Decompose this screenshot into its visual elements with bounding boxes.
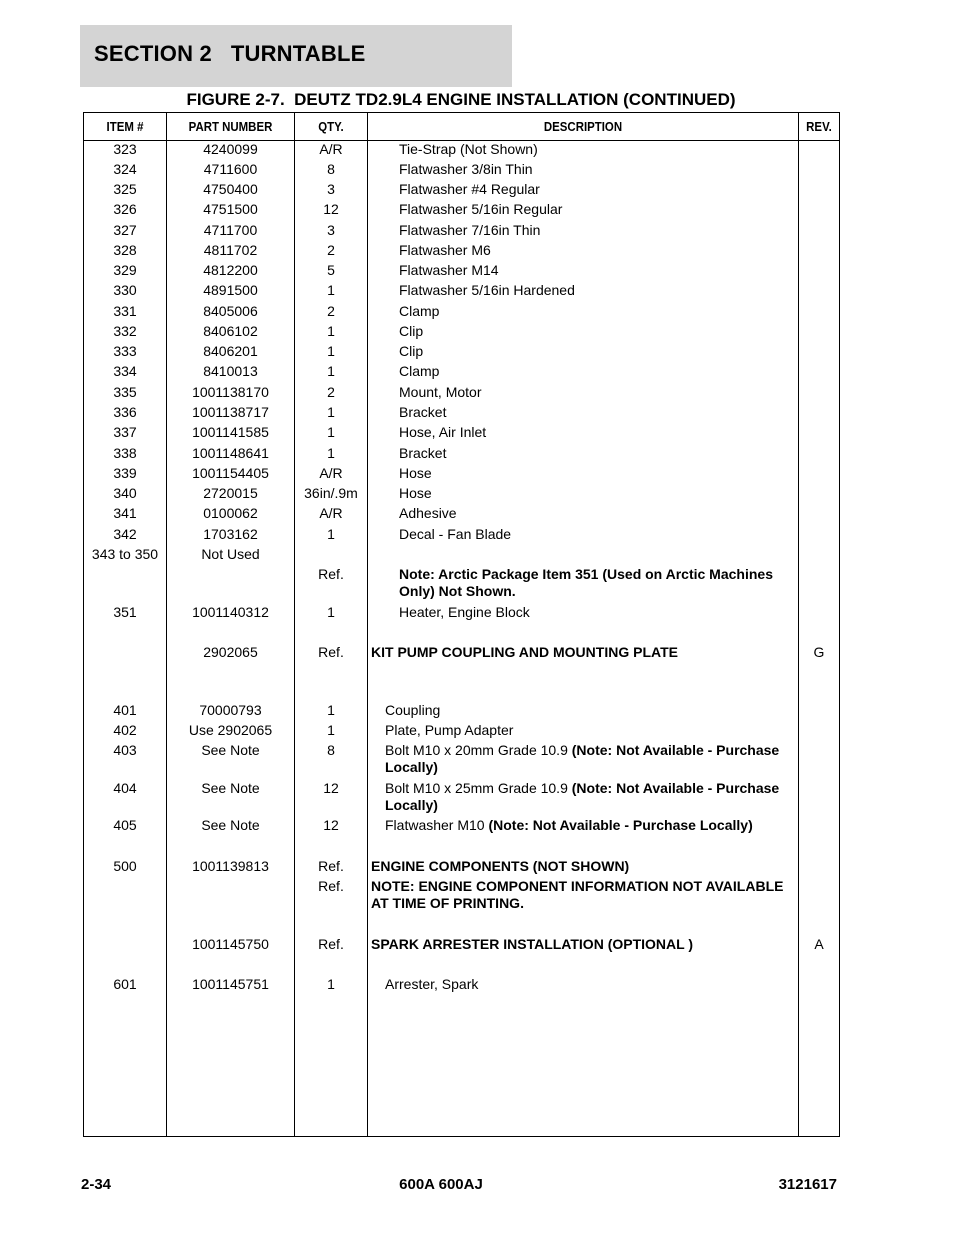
description-text: Bolt M10 x 20mm Grade 10.9 (385, 742, 572, 758)
part-number-cell: 4811702 (203, 242, 258, 258)
part-number-cell: 1001138170 (192, 384, 269, 400)
part-number-cell: 70000793 (199, 702, 262, 718)
description-cell (399, 343, 799, 360)
description-text: Decal - Fan Blade (399, 526, 512, 542)
qty-cell: Ref. (318, 566, 344, 582)
qty-cell: 2 (327, 242, 335, 258)
column-divider (367, 113, 368, 1136)
item-cell: 324 (113, 161, 137, 177)
header-description: DESCRIPTION (543, 119, 623, 134)
part-number-cell: 1001148641 (192, 445, 269, 461)
part-number-cell: 4812200 (203, 262, 258, 278)
parts-table (83, 112, 840, 1137)
part-number-cell: 2720015 (203, 485, 258, 501)
description-cell (399, 181, 799, 198)
part-number-cell: 1001140312 (192, 604, 269, 620)
item-cell: 326 (113, 201, 137, 217)
description-note: NOTE: ENGINE COMPONENT INFORMATION NOT AVAILABLE AT TIME OF PRINTING. (371, 878, 784, 911)
qty-cell: 12 (323, 201, 339, 217)
description-cell (399, 363, 799, 380)
description-cell (385, 817, 790, 834)
item-cell: 405 (113, 817, 137, 833)
description-text: Clip (399, 343, 424, 359)
qty-cell: 1 (327, 445, 335, 461)
part-number-cell: 4750400 (203, 181, 258, 197)
qty-cell: Ref. (318, 858, 344, 874)
description-note: (Note: Not Available - Purchase Locally) (488, 817, 753, 833)
part-number-cell: 4711600 (203, 161, 258, 177)
part-number-cell: 1001139813 (192, 858, 269, 874)
description-cell (399, 445, 799, 462)
description-note: SPARK ARRESTER INSTALLATION (OPTIONAL ) (371, 936, 693, 952)
part-number-cell: 4891500 (203, 282, 258, 298)
description-cell (399, 303, 799, 320)
description-cell (371, 878, 799, 912)
description-text: Clip (399, 323, 424, 339)
qty-cell: 12 (323, 817, 339, 833)
description-cell (371, 858, 799, 875)
header-item: ITEM # (106, 119, 144, 134)
description-text: Hose (399, 485, 432, 501)
description-cell (385, 742, 790, 776)
qty-cell: 3 (327, 181, 335, 197)
description-text: Plate, Pump Adapter (385, 722, 514, 738)
description-text: Bracket (399, 404, 447, 420)
item-cell: 336 (113, 404, 137, 420)
description-note: ENGINE COMPONENTS (NOT SHOWN) (371, 858, 630, 874)
description-cell (399, 566, 799, 600)
qty-cell: 12 (323, 780, 339, 796)
item-cell: 340 (113, 485, 137, 501)
item-cell: 341 (113, 505, 137, 521)
document-number: 3121617 (778, 1176, 837, 1193)
description-text: Flatwasher #4 Regular (399, 181, 540, 197)
item-cell: 333 (113, 343, 137, 359)
item-cell: 342 (113, 526, 137, 542)
item-cell: 334 (113, 363, 137, 379)
qty-cell: 8 (327, 161, 335, 177)
qty-cell: 1 (327, 702, 335, 718)
description-cell (399, 242, 799, 259)
description-cell (399, 282, 799, 299)
description-text: Flatwasher 5/16in Hardened (399, 282, 575, 298)
item-cell: 343 to 350 (91, 546, 159, 562)
description-cell (399, 323, 799, 340)
part-number-cell: 8406102 (203, 323, 258, 339)
description-cell (399, 424, 799, 441)
description-text: Flatwasher M14 (399, 262, 499, 278)
qty-cell: 36in/.9m (304, 485, 358, 501)
part-number-cell: 1001154405 (192, 465, 269, 481)
qty-cell: Ref. (318, 936, 344, 952)
item-cell: 500 (113, 858, 137, 874)
part-number-cell: 1001138717 (192, 404, 269, 420)
item-cell: 337 (113, 424, 137, 440)
header-part-number: PART NUMBER (188, 119, 273, 134)
page-number: 2-34 (81, 1176, 112, 1193)
item-cell: 323 (113, 141, 137, 157)
description-text: Heater, Engine Block (399, 604, 530, 620)
description-cell (399, 141, 799, 158)
description-text: Hose (399, 465, 432, 481)
header-rev: REV. (806, 119, 832, 134)
description-cell (399, 201, 799, 218)
description-text: Bolt M10 x 25mm Grade 10.9 (385, 780, 572, 796)
description-text: Tie-Strap (Not Shown) (399, 141, 538, 157)
item-cell: 329 (113, 262, 137, 278)
part-number-cell: 2902065 (203, 644, 258, 660)
qty-cell: Ref. (318, 644, 344, 660)
item-cell: 403 (113, 742, 137, 758)
part-number-cell: 4751500 (203, 201, 258, 217)
qty-cell: 1 (327, 282, 335, 298)
description-text: Flatwasher 5/16in Regular (399, 201, 563, 217)
item-cell: 335 (113, 384, 137, 400)
description-cell (399, 222, 799, 239)
item-cell: 601 (113, 976, 137, 992)
description-text: Flatwasher M6 (399, 242, 491, 258)
part-number-cell: 8405006 (203, 303, 258, 319)
description-text: Mount, Motor (399, 384, 482, 400)
description-note: (Note: Not Available - Purchase Locally) (385, 780, 780, 813)
description-cell (399, 465, 799, 482)
qty-cell: A/R (319, 141, 343, 157)
rev-cell: G (813, 644, 825, 660)
part-number-cell: 1001145751 (192, 976, 269, 992)
item-cell: 330 (113, 282, 137, 298)
description-note: KIT PUMP COUPLING AND MOUNTING PLATE (371, 644, 678, 660)
description-text: Coupling (385, 702, 441, 718)
description-note: Note: Arctic Package Item 351 (Used on Arctic Machines Only) Not Shown. (399, 566, 773, 599)
part-number-cell: See Note (201, 780, 260, 796)
part-number-cell: 1703162 (203, 526, 258, 542)
figure-title: FIGURE 2-7. DEUTZ TD2.9L4 ENGINE INSTALLATION (CONTINUED) (186, 90, 736, 109)
qty-cell: 1 (327, 976, 335, 992)
qty-cell: 1 (327, 404, 335, 420)
item-cell: 402 (113, 722, 137, 738)
description-cell (385, 780, 790, 814)
part-number-cell: Not Used (201, 546, 260, 562)
description-cell (399, 161, 799, 178)
description-text: Flatwasher 7/16in Thin (399, 222, 541, 238)
part-number-cell: See Note (201, 742, 260, 758)
description-cell (371, 644, 799, 661)
description-text: Bracket (399, 445, 447, 461)
qty-cell: A/R (319, 465, 343, 481)
description-cell (399, 404, 799, 421)
qty-cell: 2 (327, 303, 335, 319)
description-cell (399, 262, 799, 279)
qty-cell: 1 (327, 526, 335, 542)
description-cell (399, 505, 799, 522)
item-cell: 328 (113, 242, 137, 258)
part-number-cell: 4240099 (203, 141, 258, 157)
part-number-cell: See Note (201, 817, 260, 833)
qty-cell: 1 (327, 343, 335, 359)
model-name: 600A 600AJ (399, 1176, 483, 1193)
item-cell: 338 (113, 445, 137, 461)
description-text: Adhesive (399, 505, 457, 521)
section-header (80, 25, 512, 87)
description-text: Clamp (399, 303, 440, 319)
description-cell (385, 722, 790, 739)
description-text: Flatwasher M10 (385, 817, 489, 833)
header-qty: QTY. (318, 119, 344, 134)
item-cell: 339 (113, 465, 137, 481)
part-number-cell: 4711700 (203, 222, 258, 238)
description-cell (399, 384, 799, 401)
part-number-cell: 1001145750 (192, 936, 269, 952)
part-number-cell: Use 2902065 (188, 722, 273, 738)
description-note: (Note: Not Available - Purchase Locally) (385, 742, 780, 775)
description-cell (385, 702, 790, 719)
qty-cell: 5 (327, 262, 335, 278)
qty-cell: 3 (327, 222, 335, 238)
qty-cell: 1 (327, 722, 335, 738)
item-cell: 351 (113, 604, 137, 620)
item-cell: 401 (113, 702, 137, 718)
qty-cell: 8 (327, 742, 335, 758)
item-cell: 331 (113, 303, 137, 319)
item-cell: 332 (113, 323, 137, 339)
rev-cell: A (814, 936, 824, 952)
description-cell (385, 976, 790, 993)
description-text: Flatwasher 3/8in Thin (399, 161, 533, 177)
description-cell (399, 604, 799, 621)
description-cell (399, 526, 799, 543)
item-cell: 325 (113, 181, 137, 197)
qty-cell: Ref. (318, 878, 344, 894)
qty-cell: 1 (327, 323, 335, 339)
description-text: Clamp (399, 363, 440, 379)
part-number-cell: 8406201 (203, 343, 258, 359)
description-text: Arrester, Spark (385, 976, 479, 992)
part-number-cell: 0100062 (203, 505, 258, 521)
qty-cell: A/R (319, 505, 343, 521)
section-title: SECTION 2 TURNTABLE (94, 41, 366, 66)
qty-cell: 2 (327, 384, 335, 400)
description-text: Hose, Air Inlet (399, 424, 487, 440)
part-number-cell: 1001141585 (192, 424, 269, 440)
part-number-cell: 8410013 (203, 363, 258, 379)
item-cell: 327 (113, 222, 137, 238)
item-cell: 404 (113, 780, 137, 796)
qty-cell: 1 (327, 604, 335, 620)
description-cell (399, 485, 799, 502)
description-cell (371, 936, 799, 953)
qty-cell: 1 (327, 363, 335, 379)
qty-cell: 1 (327, 424, 335, 440)
